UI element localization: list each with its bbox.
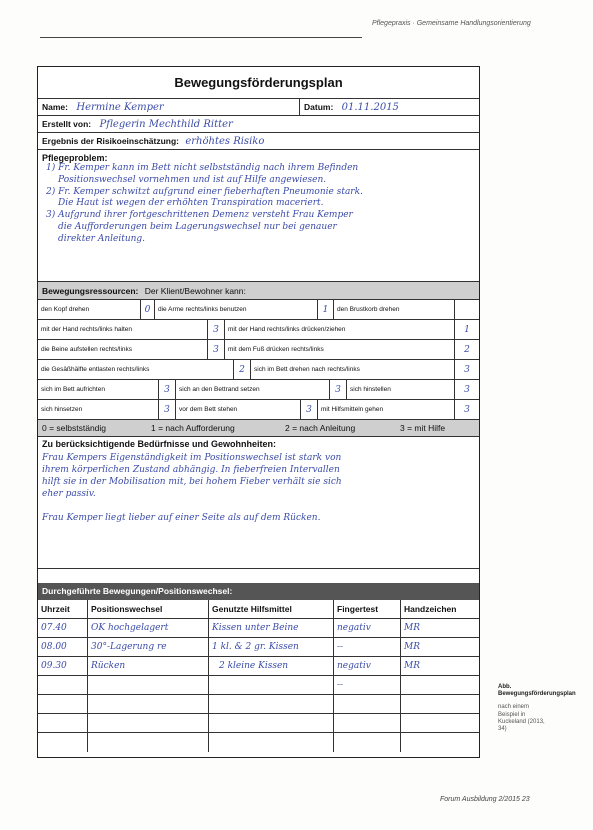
signature-cell — [401, 676, 479, 695]
header-rule — [40, 37, 362, 38]
name-cell — [38, 99, 300, 116]
needs-label: Zu berücksichtigende Bedürfnisse und Gewohnheiten: — [42, 439, 277, 449]
time-cell: 08.00 — [38, 638, 88, 657]
fingertest-cell: -- — [334, 676, 401, 695]
resources-label: Bewegungsressourcen: — [42, 286, 139, 296]
name-label: Name: — [42, 102, 68, 112]
fingertest-cell — [334, 695, 401, 714]
legend-item: 0 = selbstständig — [42, 423, 107, 433]
time-cell — [38, 714, 88, 733]
position-cell: OK hochgelagert — [88, 619, 209, 638]
position-cell: Rücken — [88, 657, 209, 676]
time-cell — [38, 676, 88, 695]
fingertest-cell — [334, 733, 401, 752]
fingertest-cell: negativ — [334, 657, 401, 676]
resource-score: 3 — [464, 385, 470, 395]
table-row — [38, 676, 479, 695]
resource-label: mit Hilfsmitteln gehen — [318, 400, 455, 420]
resource-label: die Beine aufstellen rechts/links — [38, 340, 208, 360]
needs-section — [38, 437, 479, 569]
aids-cell: 1 kl. & 2 gr. Kissen — [209, 638, 334, 657]
problem-line: Positionswechsel vornehmen und ist auf Hilfe angewiesen. — [58, 174, 327, 185]
resource-score: 0 — [141, 300, 155, 320]
time-cell — [38, 733, 88, 752]
caption-note: nach einem Beispiel in Kuckeland (2013, 34) — [498, 704, 545, 733]
resource-label: die Arme rechts/links benutzen — [155, 300, 318, 320]
table-header: Handzeichen — [404, 604, 457, 614]
fingertest-cell: -- — [334, 638, 401, 657]
position-cell: 30°-Lagerung re — [88, 638, 209, 657]
resource-score: 3 — [159, 380, 176, 400]
resource-score: 1 — [464, 325, 470, 335]
resources-sublabel: Der Klient/Bewohner kann: — [144, 286, 246, 296]
caption-title: Abb. Bewegungsförderungsplan — [498, 684, 576, 698]
table-row — [38, 695, 479, 714]
resource-row — [38, 360, 479, 380]
aids-cell: 2 kleine Kissen — [209, 657, 334, 676]
legend-item: 2 = nach Anleitung — [285, 423, 356, 433]
resource-label: mit der Hand rechts/links drücken/ziehen — [225, 320, 455, 340]
position-cell — [88, 676, 209, 695]
aids-cell — [209, 714, 334, 733]
legend-item: 1 = nach Aufforderung — [151, 423, 235, 433]
aids-cell — [209, 676, 334, 695]
position-cell — [88, 733, 209, 752]
creator-label: Erstellt von: — [42, 119, 92, 129]
resource-row — [38, 320, 479, 340]
table-header: Positionswechsel — [88, 600, 209, 619]
signature-cell — [401, 695, 479, 714]
time-cell — [38, 695, 88, 714]
needs-line: Frau Kempers Eigenständigkeit im Positionswechsel ist stark von — [42, 453, 342, 463]
resource-row — [38, 300, 479, 320]
legend-item: 3 = mit Hilfe — [400, 423, 446, 433]
table-header-row — [38, 600, 479, 619]
resource-label: den Kopf drehen — [38, 300, 141, 320]
signature-cell — [401, 714, 479, 733]
resources-header — [38, 282, 479, 300]
problem-line: direkter Anleitung. — [58, 233, 146, 244]
resource-label: sich hinstellen — [347, 380, 455, 400]
figure-caption — [498, 684, 576, 733]
resource-label: die Gesäßhälfte entlasten rechts/links — [38, 360, 234, 380]
table-row — [38, 714, 479, 733]
resource-score — [455, 300, 479, 320]
resource-score: 3 — [464, 365, 470, 375]
resource-score: 3 — [464, 405, 470, 415]
care-problem-section — [38, 150, 479, 282]
resource-score: 2 — [464, 345, 470, 355]
resource-label: vor dem Bett stehen — [176, 400, 301, 420]
resource-row — [38, 340, 479, 360]
needs-line: eher passiv. — [42, 489, 96, 499]
resource-row — [38, 380, 479, 400]
needs-line: hilft sie in der Mobilisation mit, bei hohem Fieber verhält sie sich — [42, 477, 342, 487]
aids-cell — [209, 695, 334, 714]
signature-cell: MR — [404, 623, 420, 633]
resource-score: 3 — [208, 340, 225, 360]
risk-value: erhöhtes Risiko — [185, 136, 265, 147]
resource-score: 3 — [208, 320, 225, 340]
resource-score: 3 — [330, 380, 347, 400]
creator-value: Pflegerin Mechthild Ritter — [99, 119, 233, 130]
risk-row — [38, 133, 479, 150]
time-cell: 07.40 — [38, 619, 88, 638]
signature-cell: MR — [404, 642, 420, 652]
resource-label: sich hinsetzen — [38, 400, 159, 420]
problem-label: Pflegeproblem: — [42, 153, 108, 163]
signature-cell — [401, 733, 479, 752]
fingertest-cell: negativ — [334, 619, 401, 638]
aids-cell: Kissen unter Beine — [209, 619, 334, 638]
problem-line: 1) Fr. Kemper kann im Bett nicht selbstständig nach ihrem Befinden — [46, 163, 359, 173]
table-row — [38, 733, 479, 752]
resource-label: mit der Hand rechts/links halten — [38, 320, 208, 340]
position-cell — [88, 714, 209, 733]
resource-label: sich an den Bettrand setzen — [176, 380, 330, 400]
name-date-row — [38, 99, 479, 116]
time-cell: 09.30 — [38, 657, 88, 676]
creator-row — [38, 116, 479, 133]
position-cell — [88, 695, 209, 714]
movement-plan-form — [37, 66, 480, 758]
aids-cell — [209, 733, 334, 752]
problem-text — [42, 163, 475, 246]
running-title: Pflegepraxis · Gemeinsame Handlungsorientierung — [372, 20, 531, 27]
table-header: Uhrzeit — [38, 600, 88, 619]
score-legend — [38, 420, 479, 437]
page-footer: Forum Ausbildung 2/2015 23 — [440, 796, 530, 803]
date-label: Datum: — [304, 102, 334, 112]
fingertest-cell — [334, 714, 401, 733]
table-header: Genutzte Hilfsmittel — [209, 600, 334, 619]
signature-cell: MR — [404, 661, 420, 671]
problem-line: die Aufforderungen beim Lagerungswechsel nur bei genauer — [58, 221, 337, 232]
resource-score: 3 — [159, 400, 176, 420]
needs-line: ihrem körperlichen Zustand abhängig. In fieberfreien Intervallen — [42, 465, 340, 475]
needs-line — [42, 500, 475, 512]
resource-score: 2 — [234, 360, 251, 380]
date-value: 01.11.2015 — [341, 102, 399, 113]
table-row — [38, 638, 479, 657]
form-title: Bewegungsförderungsplan — [38, 67, 479, 99]
name-value: Hermine Kemper — [76, 102, 164, 113]
table-row — [38, 657, 479, 676]
resource-label: sich im Bett drehen nach rechts/links — [251, 360, 455, 380]
date-cell — [300, 99, 479, 116]
problem-line: 3) Aufgrund ihrer fortgeschrittenen Demenz versteht Frau Kemper — [46, 210, 353, 221]
problem-line: 2) Fr. Kemper schwitzt aufgrund einer fieberhaften Pneumonie stark. — [46, 186, 363, 197]
resource-label: sich im Bett aufrichten — [38, 380, 159, 400]
problem-line: Die Haut ist wegen der erhöhten Transpiration maceriert. — [58, 198, 324, 209]
resource-label: mit dem Fuß drücken rechts/links — [225, 340, 455, 360]
table-row — [38, 619, 479, 638]
table-header: Fingertest — [334, 600, 401, 619]
resource-score: 1 — [318, 300, 334, 320]
needs-line: Frau Kemper liegt lieber auf einer Seite als auf dem Rücken. — [42, 513, 321, 523]
risk-label: Ergebnis der Risikoeinschätzung: — [42, 136, 179, 146]
performed-movements-header: Durchgeführte Bewegungen/Positionswechsel: — [38, 583, 479, 600]
needs-text — [42, 452, 475, 524]
resource-score: 3 — [301, 400, 318, 420]
resource-label: den Brustkorb drehen — [334, 300, 455, 320]
resource-row — [38, 400, 479, 420]
